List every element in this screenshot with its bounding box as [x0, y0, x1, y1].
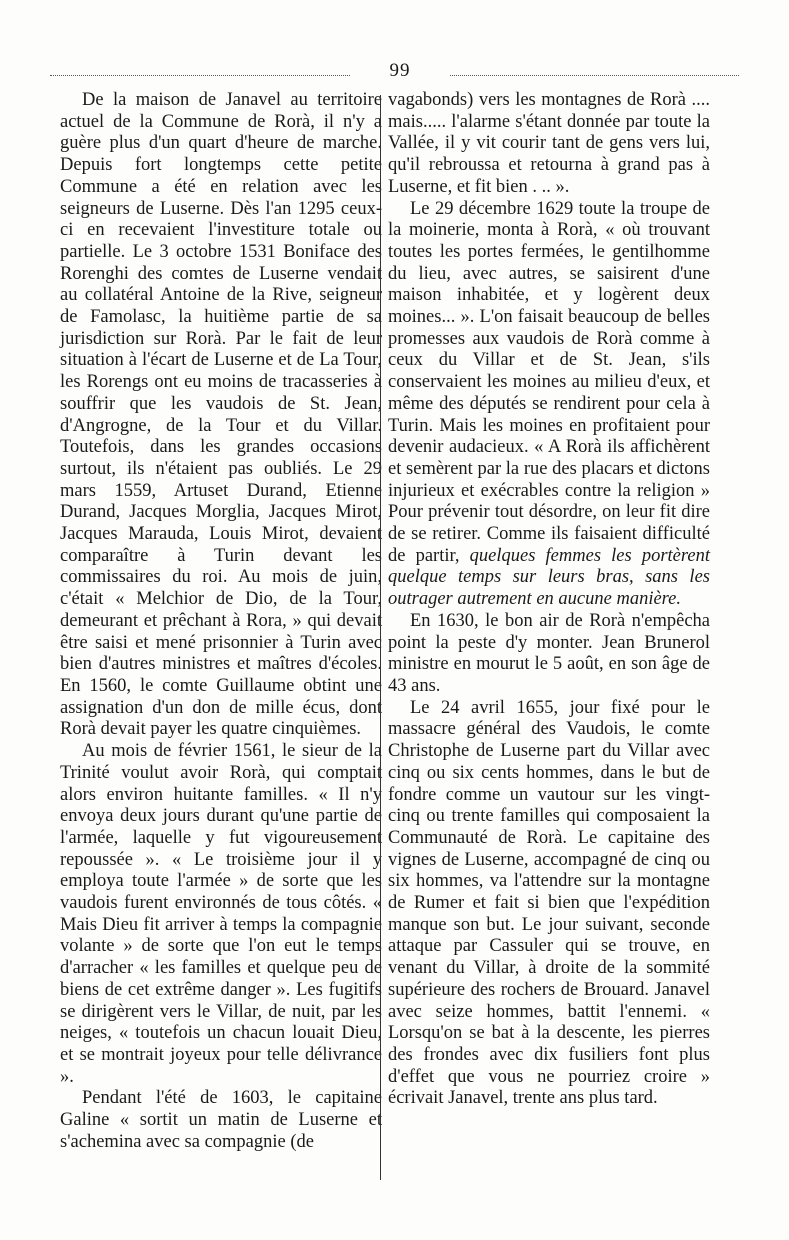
right-paragraph-3: En 1630, le bon air de Rorà n'empêcha point la peste d'y monter. Jean Brunerol ministre en mourut le 5 août, en son âge de 43 ans. — [388, 610, 710, 696]
header-rule-left — [50, 75, 350, 76]
page-number: 99 — [389, 60, 411, 81]
page-header — [50, 58, 739, 88]
left-column — [60, 90, 382, 1153]
right-paragraph-continuation: vagabonds) vers les montagnes de Rorà .... mais..... l'alarme s'étant donnée par toute la Vallée, il y vit courir tant de gens vers lui, qu'il rebroussa et retourna à grand pas à Luserne, et fit bien . .. ». — [388, 90, 710, 197]
left-paragraph-1: De la maison de Janavel au territoire actuel de la Commune de Rorà, il n'y a guère plus d'un quart d'heure de marche. Depuis fort longtemps cette petite Commune a été en relation avec les seigneurs de Luserne. Dès l'an 1295 ceux-ci en recevaient l'investiture totale ou partielle. Le 3 octobre 1531 Boniface des Rorenghi des comtes de Luserne vendait au collatéral Antoine de la Rive, seigneur de Famolasc, la huitième partie de sa jurisdiction sur Rorà. Par le fait de leur situation à l'écart de Luserne et de La Tour, les Rorengs ont eu moins de tracasseries à souffrir que les vaudois de St. Jean, d'Angrogne, de la Tour et du Villar. Toutefois, dans les grandes occasions surtout, ils n'étaient pas oubliés. Le 29 mars 1559, Artuset Durand, Etienne Durand, Jacques Morglia, Jacques Mirot, Jacques Marauda, Louis Mirot, devaient comparaître à Turin devant les commissaires du roi. Au mois de juin, c'était « Melchior de Dio, de la Tour, demeurant et prêchant à Rora, » qui devait être saisi et mené prisonnier à Turin avec bien d'autres ministres et maîtres d'écoles. En 1560, le comte Guillaume obtint une assignation d'un don de mille écus, dont Rorà devait payer les quatre cinquièmes. — [60, 90, 382, 740]
header-rule-right — [450, 75, 739, 76]
right-paragraph-2-italic: quelques femmes les portèrent quelque temps sur leurs bras, sans les outrager autrement en aucune manière. — [388, 545, 710, 610]
right-paragraph-2 — [388, 199, 710, 611]
left-paragraph-3: Pendant l'été de 1603, le capitaine Galine « sortit un matin de Luserne et s'achemina avec sa compagnie (de — [60, 1088, 382, 1152]
right-paragraph-2-text: Le 29 décembre 1629 toute la troupe de la moinerie, monta à Rorà, « où trouvant toutes les portes fermées, le gentilhomme du lieu, avec autres, se saisirent d'une maison inhabitée, et y logèrent deux moines... ». L'on faisait beaucoup de belles promesses aux vaudois de Rorà comme à ceux du Villar et de St. Jean, s'ils conservaient les moines au milieu d'eux, et même des députés se rendirent pour cela à Turin. Mais les moines en profitaient pour devenir audacieux. « A Rorà ils affichèrent et semèrent par la rue des placars et dictons injurieux et exécrables contre la religion » Pour prévenir tout désordre, on leur fit dire de se retirer. Comme ils faisaient difficulté de partir, — [388, 198, 710, 566]
right-paragraph-4: Le 24 avril 1655, jour fixé pour le massacre général des Vaudois, le comte Christophe de Luserne part du Villar avec cinq ou six cents hommes, dans le but de fondre comme un vautour sur les vingt-cinq ou trente familles qui composaient la Communauté de Rorà. Le capitaine des vignes de Luserne, accompagné de cinq ou six hommes, va l'attendre sur la montagne de Rumer et fait si bien que l'expédition manque son but. Le jour suivant, seconde attaque par Cassuler qui se trouve, en venant du Villar, à droite de la sommité supérieure des rochers de Brouard. Janavel avec seize hommes, battit l'ennemi. « Lorsqu'on se bat à la descente, les pierres des frondes avec dix fusiliers font plus d'effet que vous ne pourriez croire » écrivait Janavel, trente ans plus tard. — [388, 697, 710, 1109]
left-paragraph-2: Au mois de février 1561, le sieur de la Trinité voulut avoir Rorà, qui comptait alors environ huitante familles. « Il n'y envoya deux jours durant qu'une partie de l'armée, laquelle y fut vigoureusement repoussée ». « Le troisième jour il y employa toute l'armée » de sorte que les vaudois furent environnés de tous côtés. « Mais Dieu fit arriver à temps la compagnie volante » de sorte que l'on eut le temps d'arracher « les familles et quelque peu de biens de cet extrême danger ». Les fugitifs se dirigèrent vers le Villar, de nuit, par les neiges, « toutefois un chacun louait Dieu, et se montrait joyeux pour telle délivrance ». — [60, 741, 382, 1087]
right-column — [388, 90, 710, 1110]
column-divider — [380, 95, 381, 1180]
